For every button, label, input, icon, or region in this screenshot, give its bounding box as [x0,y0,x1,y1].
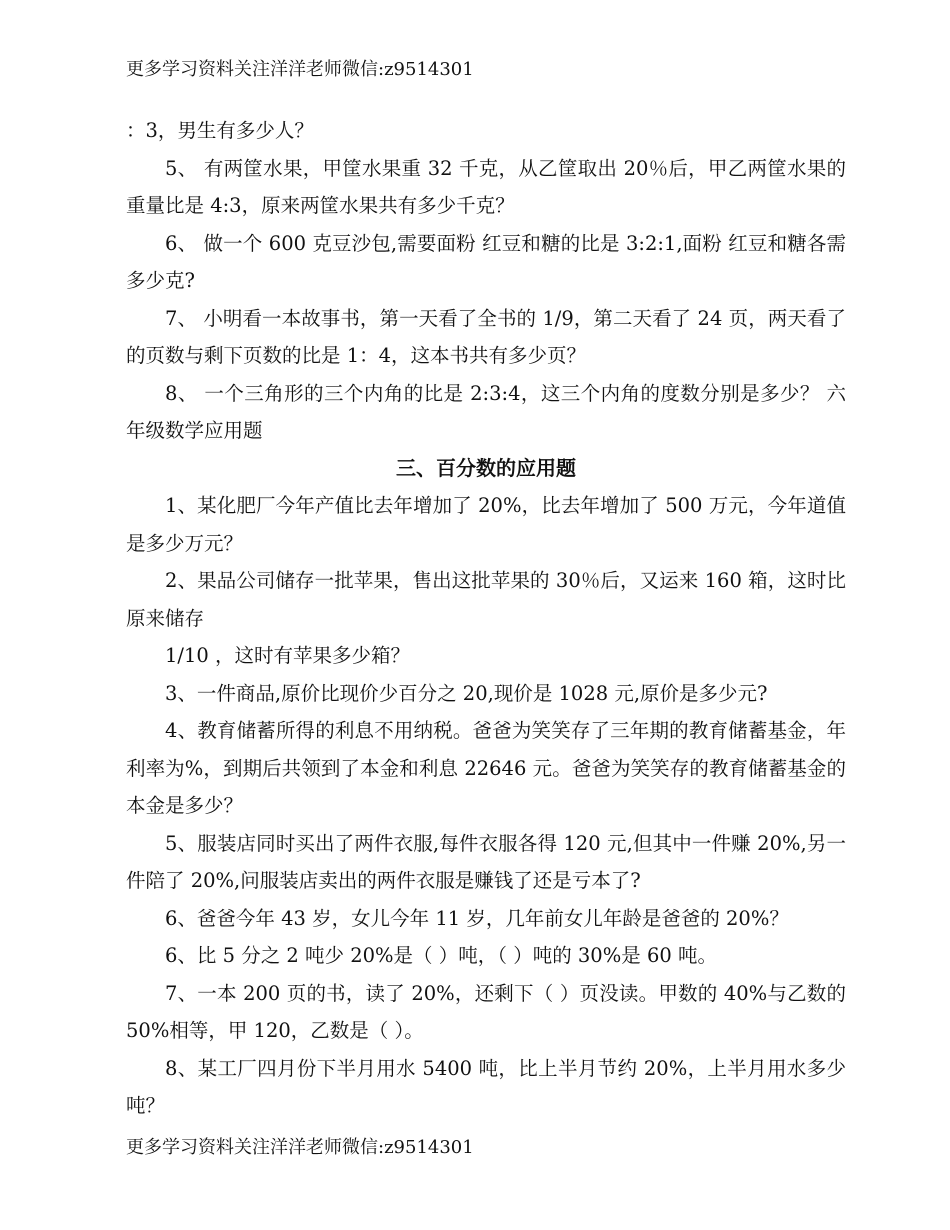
question-5: 5、 有两筐水果，甲筐水果重 32 千克，从乙筐取出 20％后，甲乙两筐水果的重量比是 4:3，原来两筐水果共有多少千克？ [126,156,846,217]
percent-question-2-continued: 1/10 ，这时有苹果多少箱？ [165,644,410,667]
document-body [126,112,846,1125]
percent-question-7: 7、一本 200 页的书，读了 20%，还剩下（ ）页没读。甲数的 40%与乙数的 50%相等，甲 120，乙数是（ ）。 [126,981,846,1042]
percent-question-8: 8、某工厂四月份下半月用水 5400 吨，比上半月节约 20%，上半月用水多少吨？ [126,1056,846,1117]
question-6: 6、 做一个 600 克豆沙包,需要面粉 红豆和糖的比是 3:2:1,面粉 红豆和糖各需多少克? [126,231,846,292]
percent-question-2: 2、果品公司储存一批苹果，售出这批苹果的 30％后，又运来 160 箱，这时比原来储存 [126,569,846,630]
page-footer: 更多学习资料关注洋洋老师微信:z9514301 [126,1137,474,1158]
percent-question-4: 4、教育储蓄所得的利息不用纳税。爸爸为笑笑存了三年期的教育储蓄基金，年利率为%，到期后共领到了本金和利息 22646 元。爸爸为笑笑存的教育储蓄基金的本金是多少？ [126,719,846,817]
percent-question-6a: 6、爸爸今年 43 岁，女儿今年 11 岁，几年前女儿年龄是爸爸的 20%？ [165,906,789,930]
percent-question-5: 5、服装店同时买出了两件衣服,每件衣服各得 120 元,但其中一件赚 20%,另一件陪了 20%,问服装店卖出的两件衣服是赚钱了还是亏本了? [126,831,846,892]
percent-question-1: 1、某化肥厂今年产值比去年增加了 20%，比去年增加了 500 万元，今年道值是多少万元？ [126,494,846,555]
percent-question-3: 3、一件商品,原价比现价少百分之 20,现价是 1028 元,原价是多少元? [165,681,768,705]
question-7: 7、 小明看一本故事书，第一天看了全书的 1/9，第二天看了 24 页，两天看了的页数与剩下页数的比是 1：4，这本书共有多少页？ [126,306,846,367]
percent-question-6b: 6、比 5 分之 2 吨少 20%是（ ）吨，（ ）吨的 30%是 60 吨。 [165,944,717,967]
paragraph-continuation: ：3，男生有多少人？ [126,119,314,142]
question-8: 8、 一个三角形的三个内角的比是 2:3:4，这三个内角的度数分别是多少？ 六年级数学应用题 [126,381,846,442]
section-title: 三、百分数的应用题 [396,455,576,480]
page-header: 更多学习资料关注洋洋老师微信:z9514301 [126,59,474,80]
